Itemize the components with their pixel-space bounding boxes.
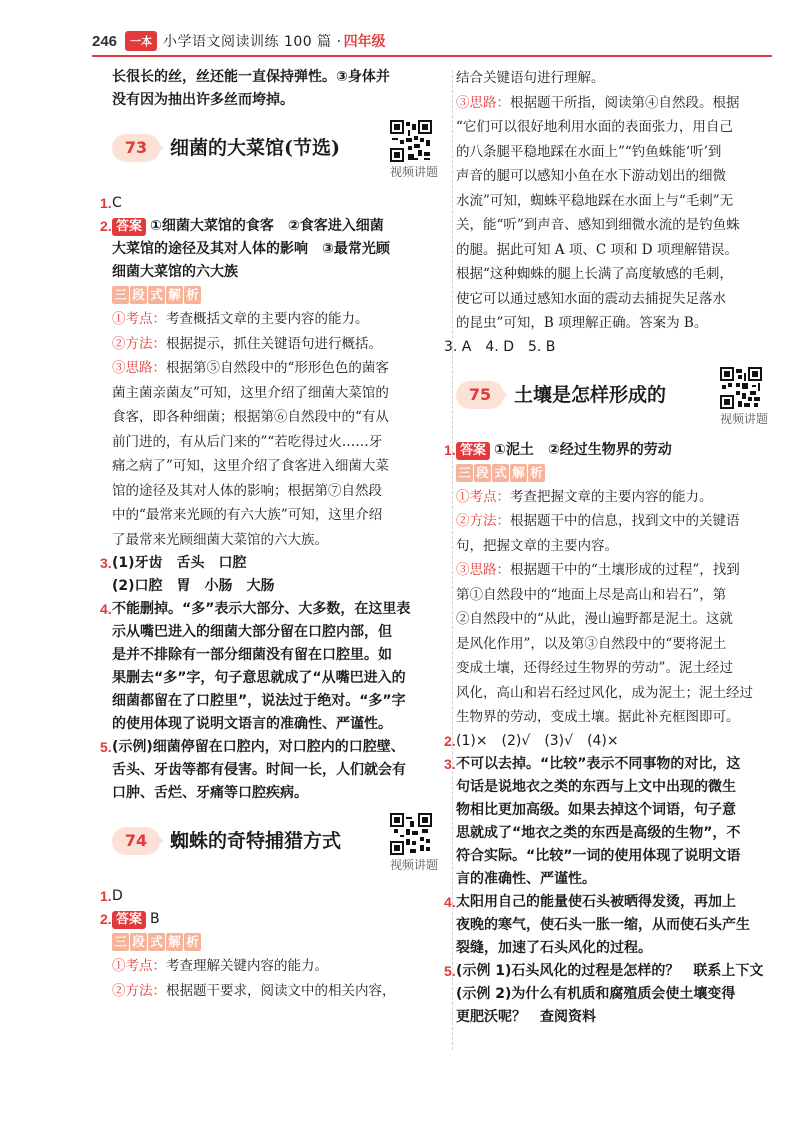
analysis-line: 食客，即各种细菌；根据第⑥自然段中的“有从	[112, 409, 389, 425]
qr-caption: 视频讲题	[389, 165, 438, 179]
answer-item	[100, 908, 438, 931]
answer-tag: 答案	[112, 911, 146, 929]
analysis-line: 了最常来光顾细菌大菜馆的六大族。	[112, 531, 328, 548]
question-number: 3.	[100, 555, 112, 571]
analysis-tag: 三 段 式 解 析	[112, 286, 202, 304]
answer-item	[444, 439, 768, 462]
answer-text: (1)× (2)√ (3)√ (4)×	[456, 732, 619, 749]
section-number-badge: 75	[456, 381, 504, 409]
section-number-badge: 73	[112, 134, 160, 162]
question-number: 1.	[444, 441, 456, 458]
answer-text: 思就成了“地衣之类的东西是高级的生物”，不	[456, 824, 741, 841]
analysis-kaodian: ①考点：考查概括文章的主要内容的能力。	[112, 311, 369, 327]
section-75-header	[456, 367, 768, 429]
answer-text: (示例)细菌停留在口腔内，对口腔内的口腔壁、	[112, 739, 405, 755]
analysis-line: 的腿。据此可知 A 项、C 项和 D 项理解错误。	[456, 241, 738, 258]
question-number: 2.	[444, 732, 456, 749]
analysis-tag: 三 段 式 解 析	[112, 933, 202, 951]
analysis-fangfa: ②方法：根据提示，抓住关键语句进行概括。	[112, 335, 382, 352]
left-column	[100, 66, 438, 1003]
answer-text: 言的准确性、严谨性。	[456, 870, 596, 887]
question-number: 1.	[100, 888, 112, 904]
answer-text: 果删去“多”字，句子意思就成了“从嘴巴进入的	[112, 670, 406, 686]
answer-text: (示例 2)为什么有机质和腐殖质会使土壤变得	[456, 985, 736, 1002]
answer-text: 口肿、舌烂、牙痛等口腔疾病。	[112, 785, 308, 801]
question-number: 3.	[444, 755, 456, 772]
analysis-line: 结合关键语句进行理解。	[456, 70, 605, 86]
question-number: 2.	[100, 218, 112, 234]
answer-text: B	[150, 911, 160, 927]
question-number: 4.	[100, 601, 112, 617]
analysis-line: 使它可以通过感知水面的震动去捕捉失足落水	[456, 290, 726, 307]
question-number: 2.	[100, 911, 112, 927]
analysis-line: 馆的途径及其对人体的影响；根据第⑦自然段	[112, 482, 382, 499]
qr-code-icon[interactable]	[720, 367, 762, 409]
analysis-fangfa: ②方法：根据题干要求，阅读文中的相关内容，	[112, 982, 396, 999]
qr-code-icon[interactable]	[390, 120, 432, 162]
analysis-line: 水流”可知，蜘蛛平稳地踩在水面上与“毛刺”无	[456, 192, 734, 209]
answer-item	[100, 598, 438, 736]
answer-item	[444, 730, 768, 753]
analysis-tag: 三 段 式 解 析	[456, 464, 546, 482]
analysis-line: 第①自然段中的“地面上尽是高山和岩石”，第	[456, 586, 727, 603]
answer-text: 的使用体现了说明文语言的准确性、严谨性。	[112, 716, 392, 732]
section-number-badge: 74	[112, 827, 160, 855]
analysis-line: 关，能“听”到声音、感知到细微水流的是钓鱼蛛	[456, 217, 740, 233]
question-number: 5.	[100, 739, 112, 755]
continued-line: 长很长的丝，丝还能一直保持弹性。③身体并	[112, 69, 390, 85]
analysis-line: 根据“这种蜘蛛的腿上长满了高度敏感的毛刺，	[456, 266, 733, 282]
answer-text: 符合实际。“比较”一词的使用体现了说明文语	[456, 847, 741, 864]
question-number: 5.	[444, 962, 456, 979]
analysis-line: 生物界的劳动，变成土壤。据此补充框图即可。	[456, 709, 740, 725]
analysis-line: 痛之病了”可知，这里介绍了食客进入细菌大菜	[112, 458, 389, 474]
answer-tag: 答案	[112, 218, 146, 236]
continued-line: 没有因为抽出许多丝而垮掉。	[112, 92, 294, 108]
answer-text: (2)口腔 胃 小肠 大肠	[112, 578, 275, 594]
answer-text: 不可以去掉。“比较”表示不同事物的对比，这	[456, 755, 741, 772]
analysis-kaodian: ①考点：考查把握文章的主要内容的能力。	[456, 488, 713, 505]
answer-text: 物相比更加高级。如果去掉这个词语，句子意	[456, 801, 736, 818]
answer-text: 细菌大菜馆的六大族	[112, 264, 238, 280]
answer-text: 太阳用自己的能量使石头被晒得发烫，再加上	[456, 893, 736, 910]
answer-text: 句话是说地衣之类的东西与上文中出现的微生	[456, 778, 736, 795]
answer-item	[100, 192, 438, 215]
answer-text: (1)牙齿 舌头 口腔	[112, 555, 247, 571]
answer-item	[444, 960, 768, 1029]
analysis-line: 前门进的，有从后门来的”“若吃得过火……牙	[112, 433, 383, 450]
answer-item	[444, 891, 768, 960]
answer-item	[100, 552, 438, 598]
section-74-header	[112, 813, 438, 875]
analysis-line: ②自然段中的“从此，漫山遍野都是泥土。这就	[456, 611, 733, 627]
section-title: 细菌的大菜馆(节选)	[170, 137, 340, 159]
answer-row-3-5: 3. A 4. D 5. B	[444, 338, 556, 355]
section-title: 土壤是怎样形成的	[514, 383, 667, 406]
qr-code-icon[interactable]	[390, 813, 432, 855]
grade-label: 四年级	[343, 34, 386, 50]
answer-text: (示例 1)石头风化的过程是怎样的？ 联系上下文	[456, 962, 764, 979]
answer-text: 更肥沃呢？ 查阅资料	[456, 1008, 596, 1025]
analysis-silu: ③思路：根据第⑤自然段中的“形形色色的菌客	[112, 360, 389, 376]
page-header	[92, 28, 386, 54]
answer-text: 细菌都留在了口腔里”，说法过于绝对。“多”字	[112, 693, 406, 709]
question-number: 1.	[100, 195, 112, 211]
answer-text: D	[112, 888, 123, 904]
answer-item	[100, 736, 438, 805]
answer-text: 示从嘴巴进入的细菌大部分留在口腔内部，但	[112, 624, 392, 640]
question-number: 4.	[444, 893, 456, 910]
analysis-silu: ③思路：根据题干中的“土壤形成的过程”，找到	[456, 562, 740, 578]
analysis-line: 变成土壤，还得经过生物界的劳动”。泥土经过	[456, 660, 733, 676]
analysis-line: “它们可以很好地利用水面的表面张力，用自己	[456, 119, 733, 135]
analysis-line: 声音的腿可以感知小鱼在水下游动划出的细微	[456, 168, 726, 184]
analysis-fangfa: ②方法：根据题干中的信息，找到文中的关键语	[456, 513, 740, 529]
answer-text: ①泥土 ②经过生物界的劳动	[494, 441, 672, 458]
analysis-line: 句，把握文章的主要内容。	[456, 537, 618, 554]
answer-text: 不能删掉。“多”表示大部分、大多数，在这里表	[112, 601, 411, 617]
analysis-line: 风化，高山和岩石经过风化，成为泥土；泥土经过	[456, 684, 753, 701]
analysis-line: 菌主菌亲菌友”可知，这里介绍了细菌大菜馆的	[112, 384, 389, 401]
answer-text: 夜晚的寒气，使石头一胀一缩，从而使石头产生	[456, 916, 750, 933]
right-column	[444, 66, 768, 1029]
header-rule	[92, 55, 772, 57]
analysis-kaodian: ①考点：考查理解关键内容的能力。	[112, 958, 328, 974]
analysis-line: 的昆虫”可知，B 项理解正确。答案为 B。	[456, 315, 708, 331]
analysis-silu: ③思路：根据题干所指，阅读第④自然段。根据	[456, 94, 740, 111]
section-73-header	[112, 120, 438, 182]
answer-tag: 答案	[456, 442, 490, 460]
brand-logo: 一本	[125, 31, 157, 51]
page-number: 246	[92, 32, 118, 50]
analysis-line: 中的“最常来光顾的有六大族”可知，这里介绍	[112, 507, 383, 523]
answer-item	[100, 885, 438, 908]
answer-text: 裂缝，加速了石头风化的过程。	[456, 939, 652, 956]
section-title: 蜘蛛的奇特捕猎方式	[170, 830, 342, 852]
qr-caption: 视频讲题	[719, 411, 768, 426]
answer-text: C	[112, 195, 122, 211]
answer-text: 是并不排除有一部分细菌没有留在口腔里。如	[112, 647, 392, 663]
book-title: 小学语文阅读训练 100 篇 ·	[163, 34, 342, 50]
analysis-line: 的八条腿平稳地踩在水面上”“钓鱼蛛能‘听’到	[456, 143, 722, 160]
answer-item	[444, 753, 768, 891]
analysis-line: 是风化作用”，以及第③自然段中的“要将泥土	[456, 635, 727, 652]
answer-text: 舌头、牙齿等都有侵害。时间一长，人们就会有	[112, 762, 406, 778]
answer-text: 大菜馆的途径及其对人体的影响 ③最常光顾	[112, 241, 390, 257]
qr-caption: 视频讲题	[389, 858, 438, 872]
answer-text: ①细菌大菜馆的食客 ②食客进入细菌	[150, 218, 384, 234]
answer-item	[100, 215, 438, 284]
